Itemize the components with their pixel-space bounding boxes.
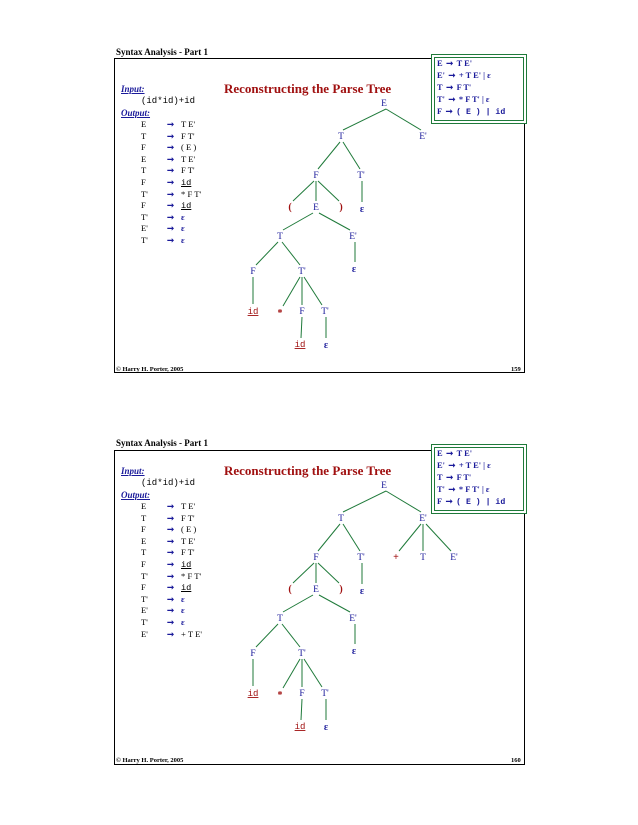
- production-rhs: F T': [181, 547, 195, 558]
- tree-node: T': [357, 553, 365, 563]
- arrow-icon: ➞: [167, 188, 175, 199]
- tree-node: E': [419, 514, 427, 524]
- production-lhs: T: [141, 130, 147, 141]
- production-lhs: F: [141, 142, 146, 153]
- slide-header: Syntax Analysis - Part 1: [116, 47, 209, 57]
- production-lhs: T: [141, 512, 147, 523]
- production-lhs: T': [141, 235, 148, 245]
- production-row: [141, 582, 191, 593]
- production-lhs: E: [141, 535, 147, 546]
- production-row: [141, 131, 195, 142]
- production-row: [141, 547, 195, 558]
- production-lhs: F: [141, 582, 146, 593]
- tree-node: E: [313, 585, 319, 595]
- tree-node: E': [349, 614, 357, 624]
- grammar-line: F ➞ ( E ) | id: [437, 107, 506, 117]
- tree-epsilon: ε: [359, 586, 365, 597]
- production-rhs: T E': [181, 119, 196, 129]
- tree-terminal: id: [247, 307, 259, 317]
- production-row: [141, 629, 202, 640]
- tree-terminal: (: [288, 584, 292, 595]
- tree-node: F: [313, 171, 319, 181]
- production-rhs: * F T': [181, 188, 202, 199]
- arrow-icon: ➞: [167, 512, 175, 523]
- tree-node: E: [381, 481, 387, 491]
- production-row: [141, 594, 185, 605]
- production-lhs: E': [141, 605, 148, 616]
- arrow-icon: ➞: [167, 153, 175, 164]
- production-lhs: E: [141, 119, 147, 129]
- production-rhs: ε: [181, 211, 185, 222]
- tree-terminal: ): [339, 202, 343, 213]
- tree-node: T: [338, 132, 344, 142]
- production-row: [141, 605, 185, 616]
- output-label: Output:: [121, 108, 151, 118]
- page-number: 160: [511, 757, 521, 764]
- footer-copyright: © Harry H. Porter, 2005: [116, 757, 184, 764]
- arrow-icon: ➞: [167, 200, 175, 211]
- tree-node: F: [299, 307, 305, 317]
- tree-terminal: (: [288, 202, 292, 213]
- tree-node: T': [298, 267, 306, 277]
- grammar-line: T' ➞ * F T' | ε: [437, 95, 490, 104]
- grammar-line: E ➞ T E': [437, 59, 473, 68]
- production-rhs: id: [181, 178, 192, 188]
- grammar-line: E' ➞ + T E' | ε: [437, 71, 491, 80]
- production-rhs: F T': [181, 165, 195, 176]
- production-row: [141, 571, 201, 582]
- production-row: [141, 513, 195, 524]
- production-lhs: T: [141, 547, 147, 558]
- tree-node: F: [250, 649, 256, 659]
- tree-terminal: id: [294, 340, 306, 350]
- production-row: [141, 235, 185, 246]
- production-row: [141, 559, 191, 570]
- grammar-line: T ➞ F T': [437, 473, 472, 482]
- grammar-line: E ➞ T E': [437, 449, 473, 458]
- tree-node: T': [321, 689, 329, 699]
- production-row: [141, 119, 195, 130]
- slide-header: Syntax Analysis - Part 1: [116, 438, 209, 448]
- production-rhs: + T E': [181, 628, 202, 639]
- slide-title: Reconstructing the Parse Tree: [224, 81, 392, 96]
- tree-node: F: [299, 689, 305, 699]
- tree-node: T': [298, 649, 306, 659]
- production-rhs: id: [181, 201, 192, 212]
- slide-title: Reconstructing the Parse Tree: [224, 463, 392, 478]
- input-value: (id*id)+id: [141, 96, 196, 106]
- production-lhs: E: [141, 153, 147, 164]
- production-row: [141, 177, 191, 188]
- arrow-icon: ➞: [167, 547, 175, 558]
- production-rhs: ε: [181, 593, 185, 604]
- production-row: [141, 189, 201, 200]
- arrow-icon: ➞: [167, 524, 175, 535]
- grammar-line: F ➞ ( E ) | id: [437, 497, 506, 507]
- tree-node: T: [338, 514, 344, 524]
- production-lhs: T: [141, 165, 147, 176]
- arrow-icon: ➞: [167, 570, 175, 581]
- production-lhs: T': [141, 211, 148, 222]
- production-rhs: ε: [181, 605, 185, 616]
- production-row: [141, 617, 185, 628]
- production-row: [141, 200, 191, 211]
- production-lhs: E': [141, 223, 148, 234]
- tree-epsilon: ε: [323, 722, 329, 733]
- production-rhs: F T': [181, 512, 195, 523]
- production-lhs: E: [141, 501, 147, 511]
- production-lhs: F: [141, 559, 146, 569]
- tree-terminal: id: [247, 689, 259, 699]
- tree-node: E': [419, 132, 427, 142]
- tree-terminal: ): [339, 584, 343, 595]
- output-label: Output:: [121, 490, 151, 500]
- production-lhs: T': [141, 617, 148, 627]
- tree-terminal: *: [277, 308, 283, 319]
- input-value: (id*id)+id: [141, 478, 196, 488]
- arrow-icon: ➞: [167, 142, 175, 153]
- production-lhs: F: [141, 177, 146, 187]
- grammar-box: [431, 444, 527, 514]
- production-rhs: ε: [181, 235, 185, 245]
- arrow-icon: ➞: [167, 235, 175, 245]
- grammar-line: T' ➞ * F T' | ε: [437, 485, 490, 494]
- tree-node: E': [349, 232, 357, 242]
- footer-copyright: © Harry H. Porter, 2005: [116, 366, 184, 373]
- arrow-icon: ➞: [167, 617, 175, 627]
- production-rhs: ε: [181, 617, 185, 627]
- production-rhs: ε: [181, 223, 185, 234]
- arrow-icon: ➞: [167, 130, 175, 141]
- production-row: [141, 154, 195, 165]
- production-row: [141, 223, 185, 234]
- tree-terminal: *: [277, 690, 283, 701]
- production-rhs: ( E ): [181, 142, 197, 153]
- production-rhs: T E': [181, 153, 196, 164]
- arrow-icon: ➞: [167, 223, 175, 234]
- production-rhs: id: [181, 560, 192, 570]
- production-rhs: ( E ): [181, 524, 197, 535]
- tree-node: T': [321, 307, 329, 317]
- arrow-icon: ➞: [167, 605, 175, 616]
- tree-terminal: +: [393, 552, 399, 563]
- arrow-icon: ➞: [167, 501, 175, 511]
- grammar-line: E' ➞ + T E' | ε: [437, 461, 491, 470]
- tree-node: F: [313, 553, 319, 563]
- tree-node: T: [277, 232, 283, 242]
- grammar-box: [431, 54, 527, 124]
- input-label: Input:: [121, 466, 145, 476]
- tree-node: E: [313, 203, 319, 213]
- production-rhs: id: [181, 583, 192, 594]
- production-lhs: T': [141, 570, 148, 581]
- tree-node: F: [250, 267, 256, 277]
- production-row: [141, 524, 196, 535]
- tree-node: E': [450, 553, 458, 563]
- production-lhs: F: [141, 524, 146, 535]
- production-lhs: T': [141, 188, 148, 199]
- production-row: [141, 501, 195, 512]
- tree-node: T': [357, 171, 365, 181]
- production-lhs: F: [141, 200, 146, 211]
- arrow-icon: ➞: [167, 119, 175, 129]
- production-rhs: T E': [181, 535, 196, 546]
- production-row: [141, 142, 196, 153]
- arrow-icon: ➞: [167, 582, 175, 593]
- tree-epsilon: ε: [351, 646, 357, 657]
- arrow-icon: ➞: [167, 593, 175, 604]
- tree-node: T: [277, 614, 283, 624]
- production-lhs: E': [141, 628, 148, 639]
- production-rhs: * F T': [181, 570, 202, 581]
- tree-epsilon: ε: [323, 340, 329, 351]
- tree-epsilon: ε: [351, 264, 357, 275]
- production-rhs: T E': [181, 501, 196, 511]
- tree-node: T: [420, 553, 426, 563]
- tree-terminal: id: [294, 722, 306, 732]
- arrow-icon: ➞: [167, 211, 175, 222]
- page-number: 159: [511, 366, 521, 373]
- arrow-icon: ➞: [167, 177, 175, 187]
- tree-node: E: [381, 99, 387, 109]
- grammar-line: T ➞ F T': [437, 83, 472, 92]
- production-row: [141, 212, 185, 223]
- production-rhs: F T': [181, 130, 195, 141]
- production-lhs: T': [141, 593, 148, 604]
- production-row: [141, 536, 195, 547]
- arrow-icon: ➞: [167, 559, 175, 569]
- tree-epsilon: ε: [359, 204, 365, 215]
- arrow-icon: ➞: [167, 535, 175, 546]
- arrow-icon: ➞: [167, 628, 175, 639]
- arrow-icon: ➞: [167, 165, 175, 176]
- input-label: Input:: [121, 84, 145, 94]
- production-row: [141, 165, 195, 176]
